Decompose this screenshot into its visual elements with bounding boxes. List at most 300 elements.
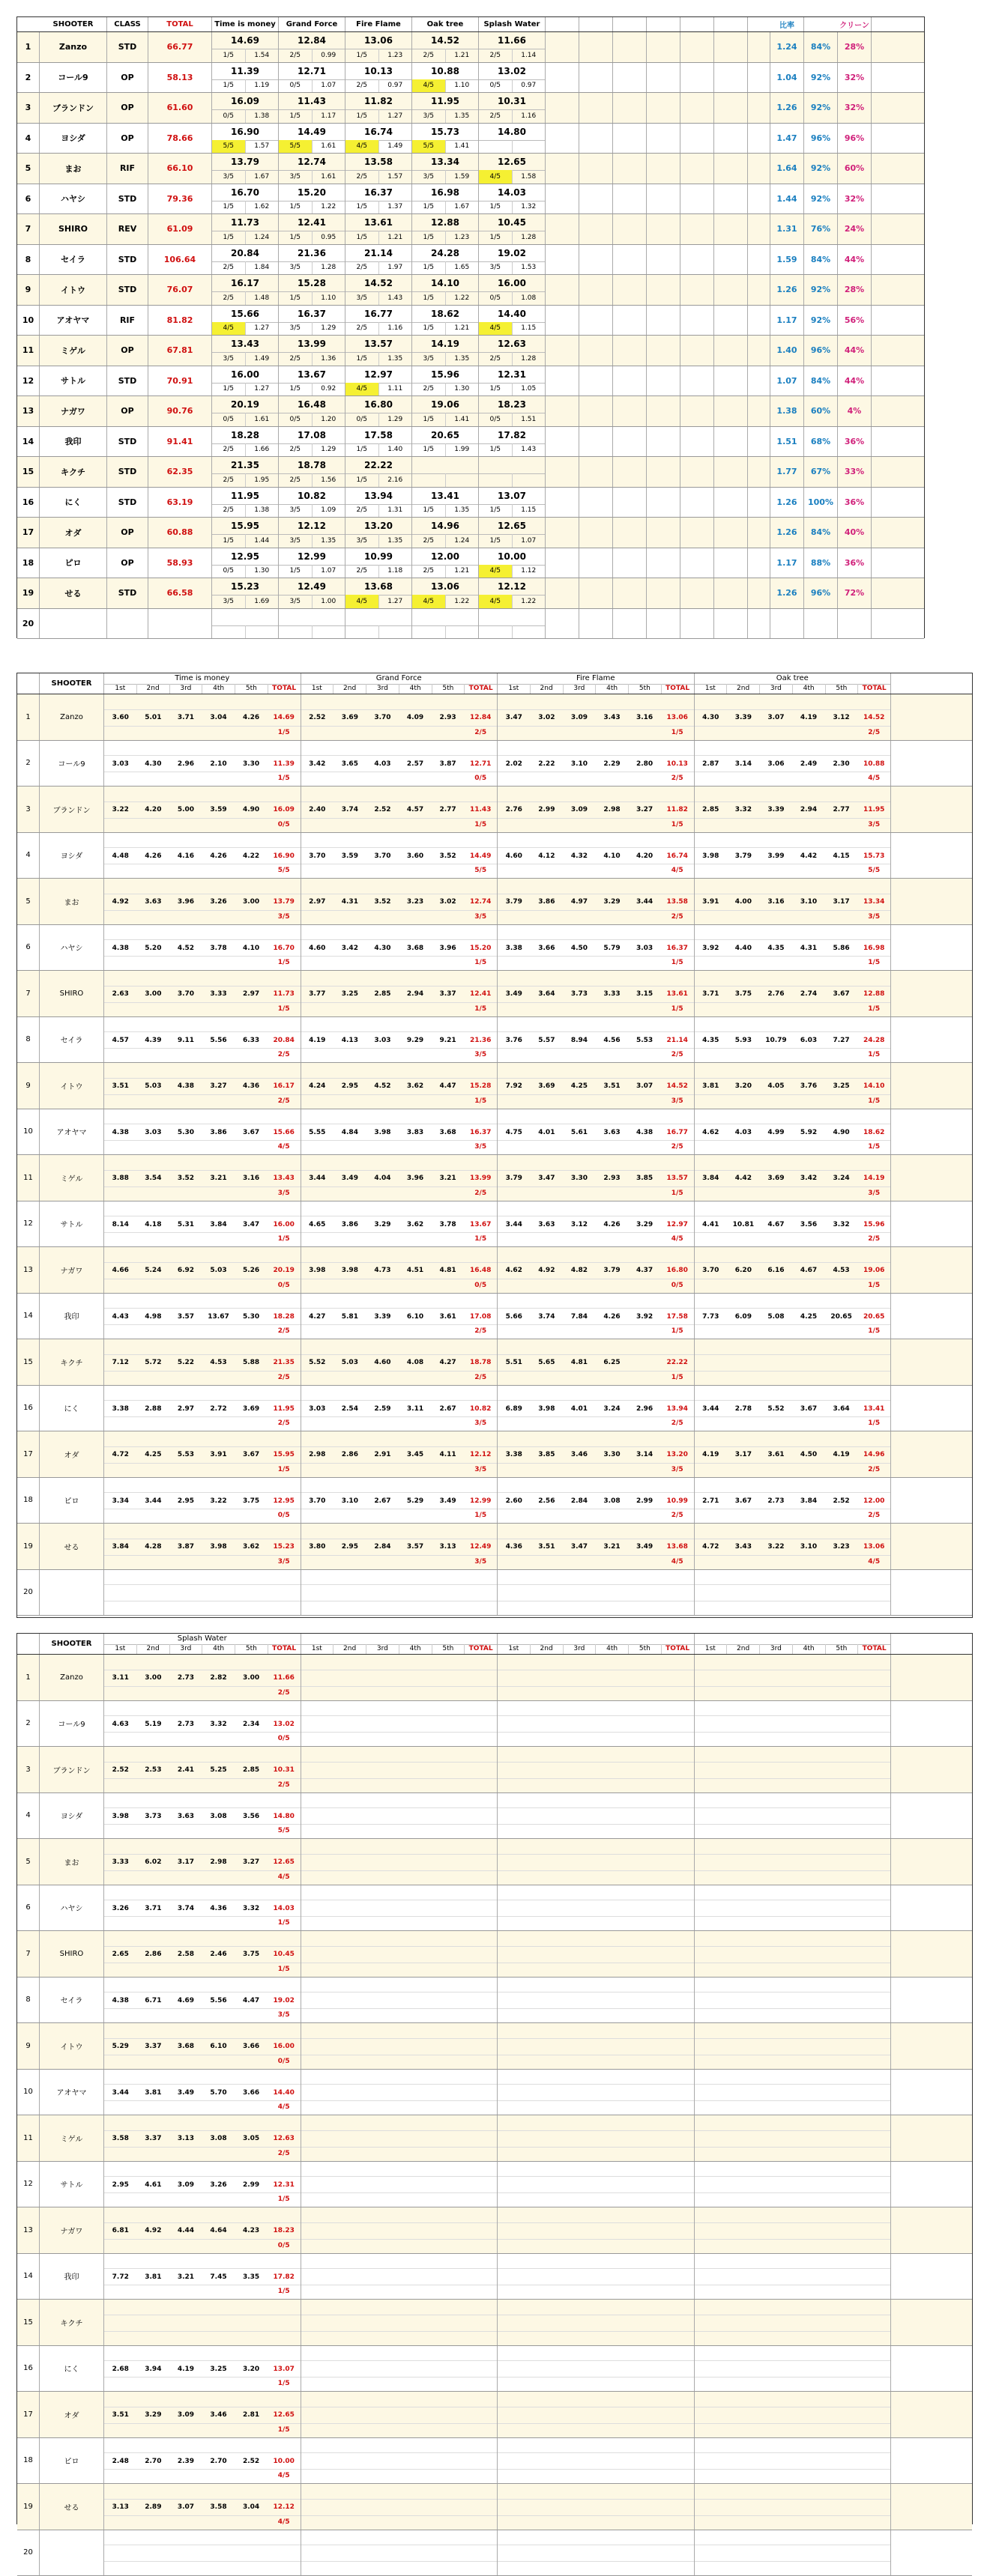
hits-value bbox=[464, 2376, 497, 2391]
stage-result bbox=[212, 275, 279, 305]
split-value bbox=[596, 1808, 629, 1824]
split-line bbox=[695, 1308, 891, 1325]
hits-spacer bbox=[235, 1139, 268, 1154]
split-value: 4.22 bbox=[235, 848, 268, 864]
hits-spacer bbox=[432, 1554, 465, 1569]
hits-spacer bbox=[399, 725, 432, 740]
row-number: 13 bbox=[17, 2207, 40, 2253]
stage-hits: 3/5 bbox=[212, 170, 246, 183]
stage-split-group bbox=[695, 1931, 892, 1977]
split-value bbox=[825, 2407, 858, 2423]
hits-spacer bbox=[498, 1554, 531, 1569]
row-number: 1 bbox=[17, 1655, 40, 1700]
hits-spacer bbox=[628, 1915, 661, 1930]
hits-spacer bbox=[531, 2284, 564, 2299]
split-value: 11.95 bbox=[857, 802, 890, 818]
stage-result bbox=[212, 518, 279, 548]
split-value bbox=[596, 2085, 629, 2100]
stage-detail bbox=[479, 322, 545, 335]
hits-spacer bbox=[169, 909, 202, 924]
hits-spacer bbox=[333, 2238, 366, 2253]
hits-spacer bbox=[169, 1416, 202, 1431]
hits-spacer bbox=[301, 1962, 334, 1977]
split-value bbox=[563, 1947, 596, 1963]
hits-spacer bbox=[432, 2376, 465, 2391]
hits-value: 4/5 bbox=[661, 1554, 694, 1569]
split-value: 3.58 bbox=[202, 2500, 235, 2515]
split-value: 4.60 bbox=[498, 848, 531, 864]
stage-detail bbox=[279, 49, 345, 61]
empty-spacer bbox=[748, 184, 770, 214]
empty-column bbox=[546, 427, 579, 457]
split-value bbox=[464, 2315, 497, 2331]
split-value bbox=[498, 1716, 531, 1732]
hits-spacer bbox=[202, 1186, 235, 1201]
header-col: 4th bbox=[596, 684, 629, 694]
split-line bbox=[301, 2545, 498, 2562]
stage-hits: 3/5 bbox=[479, 261, 513, 274]
split-value: 4.61 bbox=[137, 2177, 170, 2192]
hits-spacer bbox=[104, 1823, 137, 1838]
split-value bbox=[498, 2315, 531, 2331]
hits-spacer bbox=[399, 2100, 432, 2115]
hits-spacer bbox=[432, 1416, 465, 1431]
hits-spacer bbox=[760, 1600, 793, 1615]
stage-detail bbox=[345, 625, 411, 638]
header-col: 2nd bbox=[727, 1644, 760, 1655]
split-value bbox=[563, 2315, 596, 2331]
hits-value: 4/5 bbox=[268, 2100, 301, 2115]
hits-spacer bbox=[169, 2515, 202, 2530]
hits-spacer bbox=[531, 1600, 564, 1615]
stage-best: 1.61 bbox=[313, 140, 345, 153]
split-value: 3.67 bbox=[727, 1493, 760, 1509]
hits-spacer bbox=[301, 2007, 334, 2022]
split-value: 3.87 bbox=[169, 1539, 202, 1555]
split-value: 3.00 bbox=[235, 1670, 268, 1686]
split-value: 3.59 bbox=[333, 848, 366, 864]
hits-spacer bbox=[498, 2468, 531, 2483]
hits-spacer bbox=[137, 863, 170, 878]
hits-spacer bbox=[169, 1870, 202, 1885]
hits-spacer bbox=[366, 1416, 399, 1431]
split-value bbox=[498, 1855, 531, 1870]
split-value bbox=[399, 2500, 432, 2515]
split-value bbox=[137, 2545, 170, 2561]
header-col: 1st bbox=[104, 1644, 137, 1655]
stage-detail bbox=[212, 595, 278, 607]
hits-line bbox=[104, 1462, 301, 1477]
hits-spacer bbox=[202, 1915, 235, 1930]
split-value: 8.14 bbox=[104, 1216, 137, 1232]
hits-spacer bbox=[531, 2560, 564, 2575]
hits-spacer bbox=[596, 1962, 629, 1977]
split-value: 3.34 bbox=[104, 1493, 137, 1509]
split-value bbox=[464, 1808, 497, 1824]
total-time: 76.07 bbox=[148, 275, 212, 305]
split-line bbox=[104, 1400, 301, 1417]
row-number: 10 bbox=[17, 306, 40, 336]
stage-hits: 3/5 bbox=[212, 352, 246, 365]
split-value bbox=[399, 2269, 432, 2285]
class-label: STD bbox=[107, 245, 148, 275]
split-value: 3.68 bbox=[169, 2039, 202, 2055]
stage-hits: 1/5 bbox=[279, 383, 313, 396]
split-value: 13.67 bbox=[464, 1216, 497, 1232]
split-value: 3.10 bbox=[792, 894, 825, 910]
stage-detail bbox=[212, 565, 278, 578]
hits-line bbox=[104, 1001, 301, 1016]
hits-spacer bbox=[596, 2422, 629, 2437]
hits-value bbox=[464, 2515, 497, 2530]
hits-spacer bbox=[366, 1731, 399, 1746]
stage-detail bbox=[212, 231, 278, 243]
header-stage-group bbox=[104, 673, 301, 694]
row-number: 1 bbox=[17, 32, 40, 62]
split-value bbox=[563, 2407, 596, 2423]
hits-line bbox=[104, 2007, 301, 2022]
stage-hits: 1/5 bbox=[279, 109, 313, 122]
row-number: 17 bbox=[17, 1431, 40, 1477]
split-value bbox=[695, 2131, 728, 2147]
hits-spacer bbox=[366, 1962, 399, 1977]
split-line bbox=[104, 1584, 301, 1601]
split-value bbox=[760, 1900, 793, 1916]
hits-line bbox=[498, 1231, 694, 1246]
split-value: 3.03 bbox=[137, 1124, 170, 1140]
hits-spacer bbox=[727, 2192, 760, 2207]
split-value: 2.94 bbox=[399, 987, 432, 1002]
split-value: 3.70 bbox=[301, 848, 334, 864]
stage-best: 1.57 bbox=[246, 140, 279, 153]
empty-column bbox=[680, 457, 714, 487]
hits-line bbox=[301, 955, 498, 970]
empty-column bbox=[714, 427, 748, 457]
stage-time: 16.00 bbox=[212, 366, 278, 384]
hits-spacer bbox=[760, 1231, 793, 1246]
summary-row bbox=[17, 214, 924, 245]
shooter-name: キクチ bbox=[40, 2300, 104, 2345]
split-line bbox=[301, 2038, 498, 2055]
hits-spacer bbox=[235, 1508, 268, 1523]
hits-spacer bbox=[366, 1685, 399, 1700]
stage-split-group bbox=[498, 1294, 695, 1339]
hits-spacer bbox=[695, 1823, 728, 1838]
shooter-name: 我印 bbox=[40, 1294, 104, 1339]
split-value bbox=[563, 1763, 596, 1778]
split-value bbox=[366, 1716, 399, 1732]
hits-spacer bbox=[695, 2284, 728, 2299]
hits-line bbox=[695, 771, 891, 786]
stage-hits: 1/5 bbox=[412, 504, 446, 517]
stage-best: 1.36 bbox=[313, 352, 345, 365]
empty-column bbox=[714, 518, 748, 548]
hits-line bbox=[104, 1278, 301, 1293]
header-stage: Oak tree bbox=[412, 17, 479, 31]
hits-spacer bbox=[563, 1139, 596, 1154]
row-number: 10 bbox=[17, 1109, 40, 1155]
stage-best: 1.35 bbox=[379, 534, 412, 547]
hits-spacer bbox=[596, 1231, 629, 1246]
shooter-name: まお bbox=[40, 1839, 104, 1885]
split-value: 3.44 bbox=[695, 1401, 728, 1416]
header-col: 2nd bbox=[531, 684, 564, 694]
split-value bbox=[825, 1855, 858, 1870]
split-value: 3.46 bbox=[563, 1447, 596, 1463]
split-line bbox=[695, 1124, 891, 1141]
hits-value: 4/5 bbox=[661, 1231, 694, 1246]
hits-spacer bbox=[792, 2146, 825, 2161]
split-value: 4.51 bbox=[399, 1263, 432, 1279]
hits-spacer bbox=[333, 909, 366, 924]
split-value bbox=[366, 2085, 399, 2100]
empty-column bbox=[647, 578, 680, 608]
stage-result bbox=[345, 124, 412, 154]
hits-spacer bbox=[235, 1370, 268, 1385]
hits-spacer bbox=[333, 1047, 366, 1062]
stage-time: 10.88 bbox=[412, 63, 478, 80]
detail-row bbox=[17, 2346, 972, 2392]
hits-spacer bbox=[792, 1416, 825, 1431]
hits-spacer bbox=[596, 2330, 629, 2345]
split-value: 3.92 bbox=[695, 940, 728, 956]
hits-spacer bbox=[399, 863, 432, 878]
hits-spacer bbox=[695, 1278, 728, 1293]
hits-spacer bbox=[104, 1685, 137, 1700]
split-value bbox=[661, 1763, 694, 1778]
stage-best: 1.38 bbox=[246, 504, 279, 517]
split-value: 13.67 bbox=[202, 1309, 235, 1324]
stage-split-group bbox=[498, 1839, 695, 1885]
stage-split-group bbox=[104, 741, 301, 787]
detail-row bbox=[17, 1793, 972, 1840]
stage-split-group bbox=[301, 741, 498, 787]
header-shooter: SHOOTER bbox=[40, 1634, 104, 1654]
hits-spacer bbox=[498, 1278, 531, 1293]
split-value: 14.03 bbox=[268, 1900, 301, 1916]
percent-value: 88% bbox=[804, 548, 838, 578]
hits-spacer bbox=[563, 1600, 596, 1615]
split-value: 13.79 bbox=[268, 894, 301, 910]
hits-spacer bbox=[695, 1001, 728, 1016]
split-line bbox=[301, 894, 498, 911]
empty-column bbox=[714, 336, 748, 366]
hits-spacer bbox=[563, 1001, 596, 1016]
stage-best: 1.38 bbox=[246, 109, 279, 122]
hits-spacer bbox=[169, 1823, 202, 1838]
stage-result bbox=[212, 306, 279, 336]
split-value bbox=[695, 2177, 728, 2192]
split-value bbox=[825, 1585, 858, 1601]
split-value: 4.47 bbox=[432, 1079, 465, 1094]
stage-split-group bbox=[104, 2438, 301, 2484]
stage-time: 12.49 bbox=[279, 578, 345, 595]
stage-time: 12.74 bbox=[279, 154, 345, 171]
hits-spacer bbox=[202, 1962, 235, 1977]
shooter-name: ミゲル bbox=[40, 336, 107, 366]
split-value: 2.74 bbox=[792, 987, 825, 1002]
empty-spacer bbox=[748, 275, 770, 305]
empty-column bbox=[680, 306, 714, 336]
hits-spacer bbox=[202, 2376, 235, 2391]
split-value: 3.75 bbox=[235, 1947, 268, 1963]
hits-spacer bbox=[235, 2468, 268, 2483]
hits-spacer bbox=[301, 909, 334, 924]
row-number: 19 bbox=[17, 2484, 40, 2530]
split-value: 12.63 bbox=[268, 2131, 301, 2147]
split-value: 4.19 bbox=[169, 2361, 202, 2377]
hits-spacer bbox=[301, 1139, 334, 1154]
hits-spacer bbox=[333, 1139, 366, 1154]
empty-column bbox=[546, 124, 579, 154]
stage-best: 1.07 bbox=[313, 79, 345, 92]
stage-split-group bbox=[301, 1570, 498, 1616]
hits-spacer bbox=[169, 2422, 202, 2437]
split-value bbox=[202, 2315, 235, 2331]
split-value: 4.26 bbox=[596, 1216, 629, 1232]
split-value bbox=[628, 2500, 661, 2515]
split-value: 4.81 bbox=[432, 1263, 465, 1279]
split-value: 13.99 bbox=[464, 1171, 497, 1187]
hits-spacer bbox=[628, 1324, 661, 1339]
stage-hits: 0/5 bbox=[345, 413, 379, 425]
percent-value: 84% bbox=[804, 32, 838, 62]
hits-spacer bbox=[432, 2468, 465, 2483]
hits-value bbox=[857, 2330, 890, 2345]
stage-split-group bbox=[498, 1247, 695, 1293]
split-line bbox=[695, 1031, 891, 1049]
split-value: 18.23 bbox=[268, 2223, 301, 2239]
hits-spacer bbox=[596, 1915, 629, 1930]
split-value bbox=[596, 1585, 629, 1601]
split-value: 15.20 bbox=[464, 940, 497, 956]
hits-spacer bbox=[333, 1324, 366, 1339]
hits-spacer bbox=[792, 2007, 825, 2022]
split-value: 4.30 bbox=[137, 756, 170, 772]
stage-hits: 1/5 bbox=[412, 231, 446, 243]
hits-line bbox=[498, 2468, 694, 2483]
hits-value bbox=[464, 2007, 497, 2022]
hits-spacer bbox=[760, 1186, 793, 1201]
split-value: 5.92 bbox=[792, 1124, 825, 1140]
split-value: 3.84 bbox=[104, 1539, 137, 1555]
row-number: 12 bbox=[17, 366, 40, 396]
split-line bbox=[301, 2176, 498, 2193]
summary-row bbox=[17, 306, 924, 336]
clean-value bbox=[838, 609, 872, 639]
hits-spacer bbox=[202, 2560, 235, 2575]
row-number: 8 bbox=[17, 245, 40, 275]
stage-time: 14.52 bbox=[345, 275, 411, 292]
hits-line bbox=[498, 2515, 694, 2530]
stage-hits: 5/5 bbox=[279, 140, 313, 153]
hits-spacer bbox=[235, 2238, 268, 2253]
stage-detail bbox=[479, 504, 545, 517]
hits-spacer bbox=[104, 2054, 137, 2069]
split-value: 2.99 bbox=[531, 802, 564, 818]
empty-column bbox=[680, 154, 714, 184]
empty-column bbox=[546, 184, 579, 214]
split-value: 4.31 bbox=[792, 940, 825, 956]
stage-result bbox=[412, 124, 479, 154]
stage-result bbox=[212, 214, 279, 244]
split-value bbox=[563, 2177, 596, 2192]
split-value: 3.02 bbox=[432, 894, 465, 910]
hits-value bbox=[661, 2376, 694, 2391]
hits-line bbox=[104, 955, 301, 970]
stage-time: 15.23 bbox=[212, 578, 278, 595]
hits-line bbox=[498, 909, 694, 924]
shooter-name: ブランドン bbox=[40, 787, 104, 832]
empty-column bbox=[680, 518, 714, 548]
hits-value: 2/5 bbox=[857, 1508, 890, 1523]
split-value: 5.56 bbox=[202, 1032, 235, 1048]
hits-line bbox=[498, 2100, 694, 2115]
stage-result bbox=[412, 154, 479, 184]
split-value bbox=[661, 1585, 694, 1601]
split-value: 3.17 bbox=[169, 1855, 202, 1870]
hits-line bbox=[301, 1778, 498, 1792]
split-value: 3.78 bbox=[432, 1216, 465, 1232]
stage-best: 1.66 bbox=[246, 443, 279, 456]
hits-spacer bbox=[169, 2238, 202, 2253]
split-value: 2.93 bbox=[432, 710, 465, 726]
split-value: 4.57 bbox=[399, 802, 432, 818]
stage-hits: 1/5 bbox=[212, 231, 246, 243]
stage-time: 11.73 bbox=[212, 214, 278, 231]
split-value: 4.19 bbox=[792, 710, 825, 726]
stage-best: 1.32 bbox=[513, 201, 546, 213]
hits-spacer bbox=[498, 2422, 531, 2437]
split-value: 12.71 bbox=[464, 756, 497, 772]
hits-spacer bbox=[628, 1370, 661, 1385]
stage-detail bbox=[412, 140, 478, 153]
empty-column bbox=[546, 457, 579, 487]
hits-spacer bbox=[399, 2238, 432, 2253]
split-value: 3.63 bbox=[137, 894, 170, 910]
stage-hits: 1/5 bbox=[279, 291, 313, 304]
stage-detail bbox=[212, 443, 278, 456]
split-value: 13.68 bbox=[661, 1539, 694, 1555]
split-value: 3.43 bbox=[596, 710, 629, 726]
hits-value bbox=[857, 2560, 890, 2575]
empty-column bbox=[680, 488, 714, 518]
stage-time: 13.06 bbox=[412, 578, 478, 595]
row-number: 6 bbox=[17, 925, 40, 971]
split-value bbox=[628, 1585, 661, 1601]
split-value: 15.95 bbox=[268, 1447, 301, 1463]
stage-best bbox=[313, 625, 345, 638]
hits-spacer bbox=[563, 2146, 596, 2161]
row-number: 4 bbox=[17, 124, 40, 154]
split-value: 5.01 bbox=[137, 710, 170, 726]
hits-spacer bbox=[366, 1600, 399, 1615]
shooter-name: ナガワ bbox=[40, 396, 107, 426]
hits-line bbox=[498, 1685, 694, 1700]
split-value: 3.75 bbox=[235, 1493, 268, 1509]
stage-result bbox=[212, 396, 279, 426]
header-ratio: 比率 bbox=[770, 17, 804, 31]
split-value bbox=[661, 1855, 694, 1870]
stage-split-group bbox=[695, 1839, 892, 1885]
hits-spacer bbox=[366, 2515, 399, 2530]
split-value bbox=[399, 2453, 432, 2469]
split-value: 2.65 bbox=[104, 1947, 137, 1963]
split-value bbox=[825, 1900, 858, 1916]
split-value: 3.04 bbox=[202, 710, 235, 726]
stage-detail bbox=[345, 291, 411, 304]
ratio-value: 1.77 bbox=[770, 457, 804, 487]
